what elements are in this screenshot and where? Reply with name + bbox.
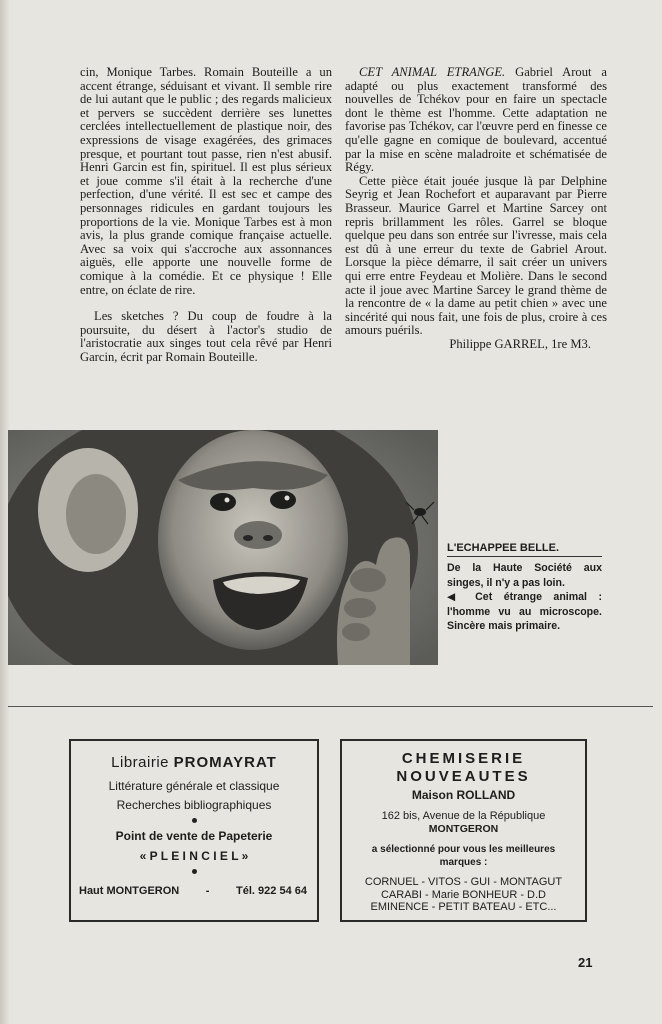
ad-librairie-promayrat [69, 739, 319, 922]
right-paragraph-2: Cette pièce était jouée jusque là par Delphine Seyrig et Jean Rochefort et auparavant par Pierre Brasseur. Maurice Garrel et Martine Sarcey ont repris brillamment les rôles. Garrel se bloque quelque peu dans son entrée sur l'ivresse, mais cela est dû à une erreur du texte de Gabriel Arout. Lorsque la pièce démarre, il sait créer un univers qui erre entre Feydeau et Molière. Dans le second acte il joue avec Martine Sarcey le grand thème de la rencontre de « la dame au petit chien » avec une sincérité qui nous fait, une fois de plus, croire à ces amours puérils. [345, 173, 607, 338]
section-divider [8, 706, 653, 707]
caption-text-1: De la Haute Société aux singes, il n'y a pas loin. [447, 562, 602, 589]
ad-left-location: Haut MONTGERON [79, 885, 180, 897]
photo-caption [447, 541, 602, 633]
page-number: 21 [578, 955, 593, 970]
ad-right-selection [342, 843, 585, 869]
arrow-left-icon: ◀ [447, 591, 464, 604]
ad-left-subtitle [71, 777, 317, 815]
caption-title: L'ECHAPPEE BELLE. [447, 541, 602, 557]
ad-right-sel-1: a sélectionné pour vous les meilleures [371, 844, 556, 855]
caption-text-2 [447, 590, 602, 633]
ad-left-point [71, 826, 317, 866]
right-text-column [345, 66, 607, 351]
article-title: CET ANIMAL ETRANGE. [359, 65, 506, 79]
left-paragraph-2: Les sketches ? Du coup de foudre à la poursuite, du désert à l'actor's studio de l'aristocratie aux singes tout cela rêvé par Henri Garcin, écrit par Romain Bouteille. [80, 309, 332, 364]
ad-right-title-1: CHEMISERIE [401, 750, 526, 767]
ad-left-phone: Tél. 922 54 64 [236, 885, 307, 897]
ad-right-title-2: NOUVEAUTES [396, 768, 531, 785]
ad-right-maison: Maison ROLLAND [411, 788, 516, 802]
chimpanzee-illustration [8, 430, 438, 665]
right-paragraph-1-text: Gabriel Arout a adapté ou plus exactement transformé des nouvelles de Tchékov pour en faire un spectacle dont le thème est l'homme. Cette adaptation ne favorise pas Tchékov, car l'œuvre perd en finesse ce qu'elle gagne en comique de boulevard, accentué par la mise en scène maladroite et schématisée de Régy. [345, 65, 608, 175]
ad-right-brands-2: CARABI - Marie BONHEUR - D.D [380, 888, 547, 901]
ad-left-footer [71, 885, 317, 897]
ad-left-title [71, 754, 317, 771]
ad-right-sel-2: marques : [439, 857, 488, 868]
ad-right-brands-3: EMINENCE - PETIT BATEAU - ETC... [370, 901, 557, 913]
right-paragraph-1 [345, 66, 607, 175]
bullet-icon [192, 818, 197, 823]
ad-chemiserie-rolland [340, 739, 587, 922]
ad-right-city: MONTGERON [428, 823, 499, 835]
chimpanzee-photo [8, 430, 438, 665]
ad-right-address: 162 bis, Avenue de la République [381, 810, 546, 822]
author-signature: Philippe GARREL, 1re M3. [449, 336, 591, 351]
ad-left-point-1: Point de vente de Papeterie [115, 829, 273, 843]
ad-right-brands [342, 876, 585, 914]
ad-left-sub-1: Littérature générale et classique [108, 779, 280, 793]
ad-left-dash: - [205, 885, 210, 897]
ad-left-point-2: « P L E I N C I E L » [139, 849, 249, 863]
left-paragraph-1: cin, Monique Tarbes. Romain Bouteille a un accent étrange, séduisant et vivant. Il semble rire de lui autant que le public ; des regards malicieux et pervers se succèdent derrière ses lunettes cerclées intellectuellement de plastique noir, des expressions de visage exagérées, des grimaces presque, et pourtant tout passe, rien n'est abusif. Henri Garcin est fin, spirituel. Il est plus sérieux et joue comme s'il était à la recherche d'une perfection, d'une vérité. Il est sec et campe des personnages ridicules en gardant toujours les proportions de la vie. Monique Tarbes est à mon avis, la plus grande comique française actuelle. Avec sa voix qui s'accroche aux assonnances aiguës, elle apporte une nouvelle forme de comique à la comédie. Et ce physique ! Elle entre, on éclate de rire. [80, 65, 332, 297]
caption-text-2-body: Cet étrange animal : l'homme vu au microscope. Sincère mais primaire. [447, 591, 602, 633]
bullet-icon [192, 869, 197, 874]
ad-left-title-prefix: Librairie [111, 754, 169, 771]
ad-right-brands-1: CORNUEL - VITOS - GUI - MONTAGUT [364, 876, 563, 888]
ad-left-title-name: PROMAYRAT [173, 754, 277, 771]
left-text-column [80, 66, 332, 364]
ad-left-sub-2: Recherches bibliographiques [116, 798, 272, 812]
